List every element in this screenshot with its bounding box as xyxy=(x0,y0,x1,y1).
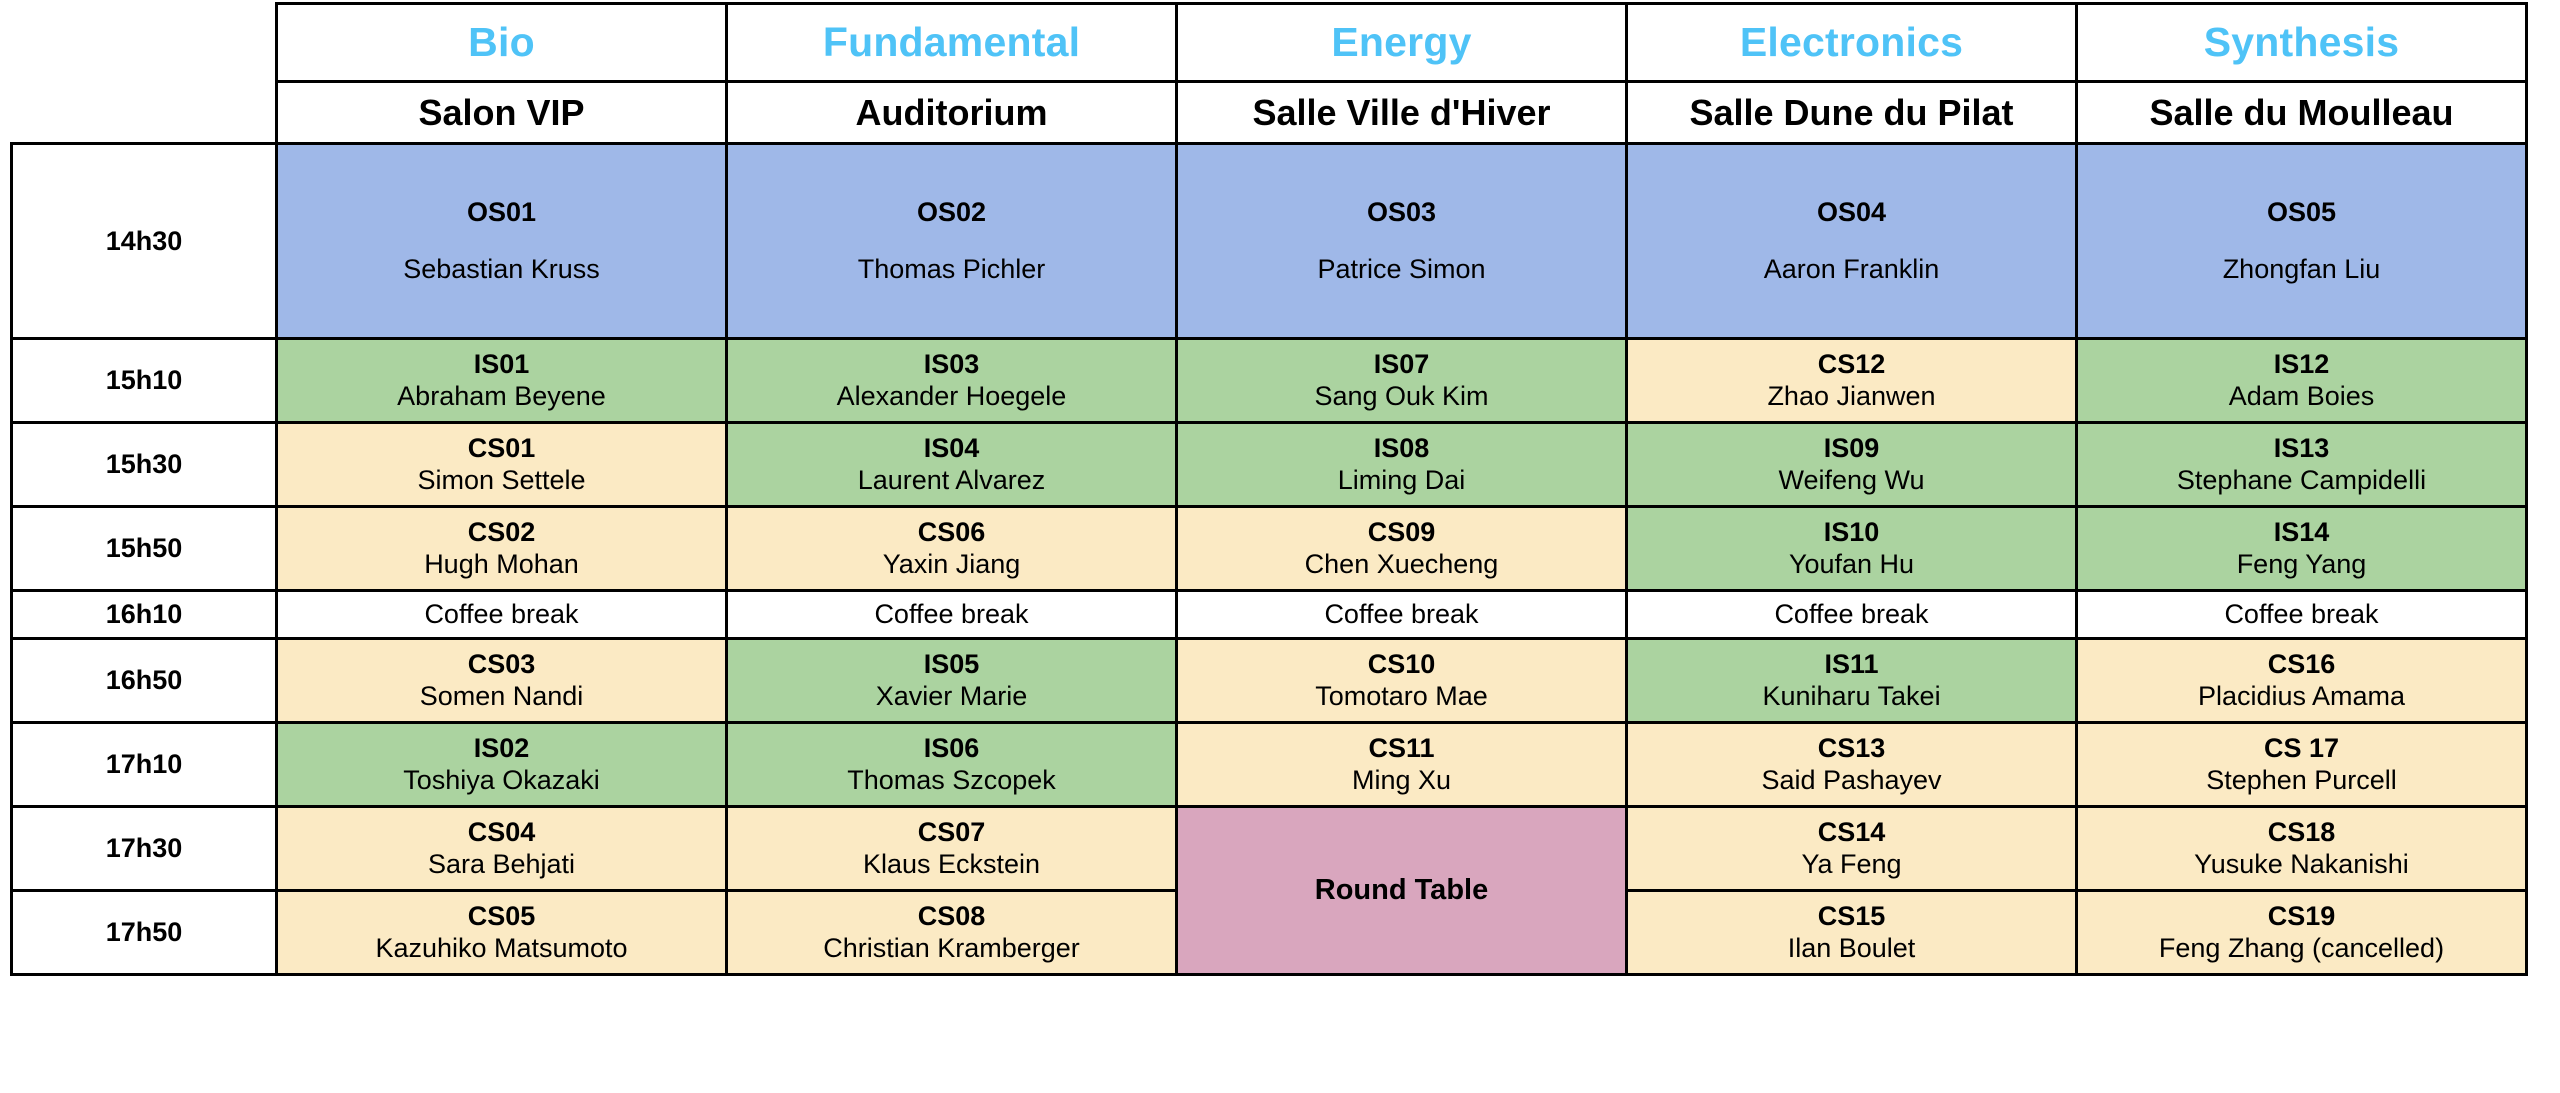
speaker-name: Stephen Purcell xyxy=(2206,764,2397,795)
session-cell xyxy=(1627,339,2077,423)
coffee-break-cell: Coffee break xyxy=(2077,591,2527,639)
session-cell xyxy=(727,807,1177,891)
speaker-name: Feng Zhang (cancelled) xyxy=(2158,932,2445,963)
room-header-salle-ville-d-hiver: Salle Ville d'Hiver xyxy=(1177,82,1627,144)
session-cell xyxy=(727,144,1177,339)
corner-blank-cell xyxy=(12,4,277,82)
speaker-name: Somen Nandi xyxy=(419,680,584,711)
coffee-break-cell: Coffee break xyxy=(277,591,727,639)
speaker-name: Zhongfan Liu xyxy=(2222,254,2381,284)
session-code: IS10 xyxy=(1823,517,1880,548)
session-code: IS14 xyxy=(2273,517,2330,548)
session-cell xyxy=(1627,891,2077,975)
table-body xyxy=(12,144,2527,975)
table-row xyxy=(12,807,2527,891)
session-code: OS03 xyxy=(1366,196,1437,227)
session-cell xyxy=(1177,423,1627,507)
coffee-break-cell: Coffee break xyxy=(1177,591,1627,639)
session-code: CS16 xyxy=(2267,649,2336,680)
speaker-name: Tomotaro Mae xyxy=(1315,680,1488,711)
session-code: CS11 xyxy=(1368,733,1435,764)
session-cell xyxy=(727,423,1177,507)
session-cell xyxy=(1627,723,2077,807)
speaker-name: Sara Behjati xyxy=(427,848,576,879)
session-cell xyxy=(2077,339,2527,423)
session-code: CS18 xyxy=(2267,817,2336,848)
session-cell xyxy=(727,639,1177,723)
speaker-name: Feng Yang xyxy=(2236,548,2367,579)
table-row xyxy=(12,723,2527,807)
session-cell xyxy=(277,723,727,807)
session-code: CS12 xyxy=(1817,349,1886,380)
cell-spacer xyxy=(1628,228,2075,254)
table-row xyxy=(12,639,2527,723)
session-code: OS01 xyxy=(466,196,537,227)
speaker-name: Chen Xuecheng xyxy=(1304,548,1499,579)
cell-spacer xyxy=(728,228,1175,254)
table-row xyxy=(12,507,2527,591)
cell-spacer xyxy=(1178,228,1625,254)
session-code: CS14 xyxy=(1817,817,1886,848)
table-header xyxy=(12,4,2527,144)
cell-spacer xyxy=(278,228,725,254)
session-cell xyxy=(1627,639,2077,723)
session-cell xyxy=(277,807,727,891)
session-code: IS03 xyxy=(923,349,980,380)
session-cell xyxy=(1177,144,1627,339)
session-cell xyxy=(1627,507,2077,591)
session-cell xyxy=(727,891,1177,975)
session-cell xyxy=(727,723,1177,807)
session-cell xyxy=(2077,723,2527,807)
session-code: IS11 xyxy=(1824,649,1879,680)
round-table-cell: Round Table xyxy=(1177,807,1627,975)
track-header-bio: Bio xyxy=(277,4,727,82)
session-code: IS06 xyxy=(923,733,980,764)
time-cell: 16h50 xyxy=(12,639,277,723)
table-row xyxy=(12,423,2527,507)
speaker-name: Kazuhiko Matsumoto xyxy=(375,932,628,963)
speaker-name: Sang Ouk Kim xyxy=(1314,380,1489,411)
session-code: CS07 xyxy=(917,817,986,848)
conference-schedule-table xyxy=(10,2,2528,976)
session-cell xyxy=(277,507,727,591)
session-cell xyxy=(2077,639,2527,723)
speaker-name: Laurent Alvarez xyxy=(857,464,1046,495)
session-code: CS10 xyxy=(1367,649,1436,680)
session-code: IS01 xyxy=(473,349,530,380)
session-cell xyxy=(1177,639,1627,723)
session-code: CS19 xyxy=(2267,901,2336,932)
speaker-name: Ya Feng xyxy=(1801,848,1902,879)
session-cell xyxy=(1177,723,1627,807)
session-code: OS04 xyxy=(1816,196,1887,227)
table-row xyxy=(12,144,2527,339)
coffee-break-cell: Coffee break xyxy=(727,591,1177,639)
session-code: IS05 xyxy=(923,649,980,680)
session-cell xyxy=(1627,144,2077,339)
speaker-name: Toshiya Okazaki xyxy=(403,764,600,795)
speaker-name: Placidius Amama xyxy=(2197,680,2406,711)
track-header-synthesis: Synthesis xyxy=(2077,4,2527,82)
session-code: IS13 xyxy=(2273,433,2330,464)
session-cell xyxy=(2077,891,2527,975)
session-cell xyxy=(277,423,727,507)
speaker-name: Simon Settele xyxy=(417,464,586,495)
time-cell: 16h10 xyxy=(12,591,277,639)
speaker-name: Adam Boies xyxy=(2228,380,2375,411)
speaker-name: Liming Dai xyxy=(1337,464,1466,495)
time-cell: 15h30 xyxy=(12,423,277,507)
speaker-name: Said Pashayev xyxy=(1761,764,1942,795)
cell-spacer xyxy=(2078,228,2525,254)
session-code: CS03 xyxy=(467,649,536,680)
room-header-auditorium: Auditorium xyxy=(727,82,1177,144)
schedule-sheet xyxy=(0,2,2560,1093)
session-cell xyxy=(727,339,1177,423)
speaker-name: Kuniharu Takei xyxy=(1762,680,1941,711)
room-header-salle-dune-du-pilat: Salle Dune du Pilat xyxy=(1627,82,2077,144)
session-cell xyxy=(727,507,1177,591)
track-header-electronics: Electronics xyxy=(1627,4,2077,82)
time-cell: 15h50 xyxy=(12,507,277,591)
speaker-name: Alexander Hoegele xyxy=(836,380,1067,411)
session-code: CS 17 xyxy=(2263,733,2340,764)
coffee-break-cell: Coffee break xyxy=(1627,591,2077,639)
speaker-name: Hugh Mohan xyxy=(424,548,579,579)
speaker-name: Ilan Boulet xyxy=(1787,932,1916,963)
corner-blank-cell-2 xyxy=(12,82,277,144)
speaker-name: Thomas Pichler xyxy=(857,254,1046,284)
speaker-name: Weifeng Wu xyxy=(1778,464,1925,495)
session-cell xyxy=(2077,807,2527,891)
room-header-row xyxy=(12,82,2527,144)
session-cell xyxy=(277,891,727,975)
time-cell: 17h30 xyxy=(12,807,277,891)
speaker-name: Aaron Franklin xyxy=(1763,254,1940,284)
session-code: IS08 xyxy=(1373,433,1430,464)
session-code: CS08 xyxy=(917,901,986,932)
speaker-name: Sebastian Kruss xyxy=(403,254,600,284)
speaker-name: Zhao Jianwen xyxy=(1767,380,1936,411)
speaker-name: Abraham Beyene xyxy=(397,380,606,411)
session-code: CS09 xyxy=(1367,517,1436,548)
speaker-name: Christian Kramberger xyxy=(823,932,1080,963)
session-code: CS01 xyxy=(467,433,536,464)
session-cell xyxy=(1627,807,2077,891)
session-code: IS04 xyxy=(923,433,980,464)
room-header-salle-du-moulleau: Salle du Moulleau xyxy=(2077,82,2527,144)
session-cell xyxy=(2077,144,2527,339)
time-cell: 15h10 xyxy=(12,339,277,423)
session-cell xyxy=(1177,507,1627,591)
speaker-name: Youfan Hu xyxy=(1788,548,1915,579)
session-code: IS09 xyxy=(1823,433,1880,464)
speaker-name: Thomas Szcopek xyxy=(847,764,1056,795)
speaker-name: Yusuke Nakanishi xyxy=(2194,848,2409,879)
session-cell xyxy=(2077,507,2527,591)
session-code: IS12 xyxy=(2273,349,2330,380)
session-code: OS02 xyxy=(916,196,987,227)
table-row xyxy=(12,339,2527,423)
session-code: IS02 xyxy=(473,733,530,764)
session-cell xyxy=(277,144,727,339)
time-cell: 14h30 xyxy=(12,144,277,339)
session-code: CS06 xyxy=(917,517,986,548)
table-row xyxy=(12,591,2527,639)
speaker-name: Ming Xu xyxy=(1351,764,1452,795)
speaker-name: Stephane Campidelli xyxy=(2176,464,2427,495)
session-code: CS02 xyxy=(467,517,536,548)
speaker-name: Klaus Eckstein xyxy=(862,848,1041,879)
session-code: IS07 xyxy=(1373,349,1430,380)
track-header-row xyxy=(12,4,2527,82)
speaker-name: Patrice Simon xyxy=(1317,254,1486,284)
time-cell: 17h10 xyxy=(12,723,277,807)
speaker-name: Yaxin Jiang xyxy=(882,548,1021,579)
session-cell xyxy=(277,639,727,723)
session-code: CS13 xyxy=(1817,733,1886,764)
session-code: CS05 xyxy=(467,901,536,932)
session-cell xyxy=(2077,423,2527,507)
room-header-salon-vip: Salon VIP xyxy=(277,82,727,144)
session-cell xyxy=(1177,339,1627,423)
speaker-name: Xavier Marie xyxy=(875,680,1028,711)
session-code: CS04 xyxy=(467,817,536,848)
track-header-fundamental: Fundamental xyxy=(727,4,1177,82)
session-cell xyxy=(277,339,727,423)
session-code: OS05 xyxy=(2266,196,2337,227)
track-header-energy: Energy xyxy=(1177,4,1627,82)
time-cell: 17h50 xyxy=(12,891,277,975)
session-cell xyxy=(1627,423,2077,507)
session-code: CS15 xyxy=(1817,901,1886,932)
